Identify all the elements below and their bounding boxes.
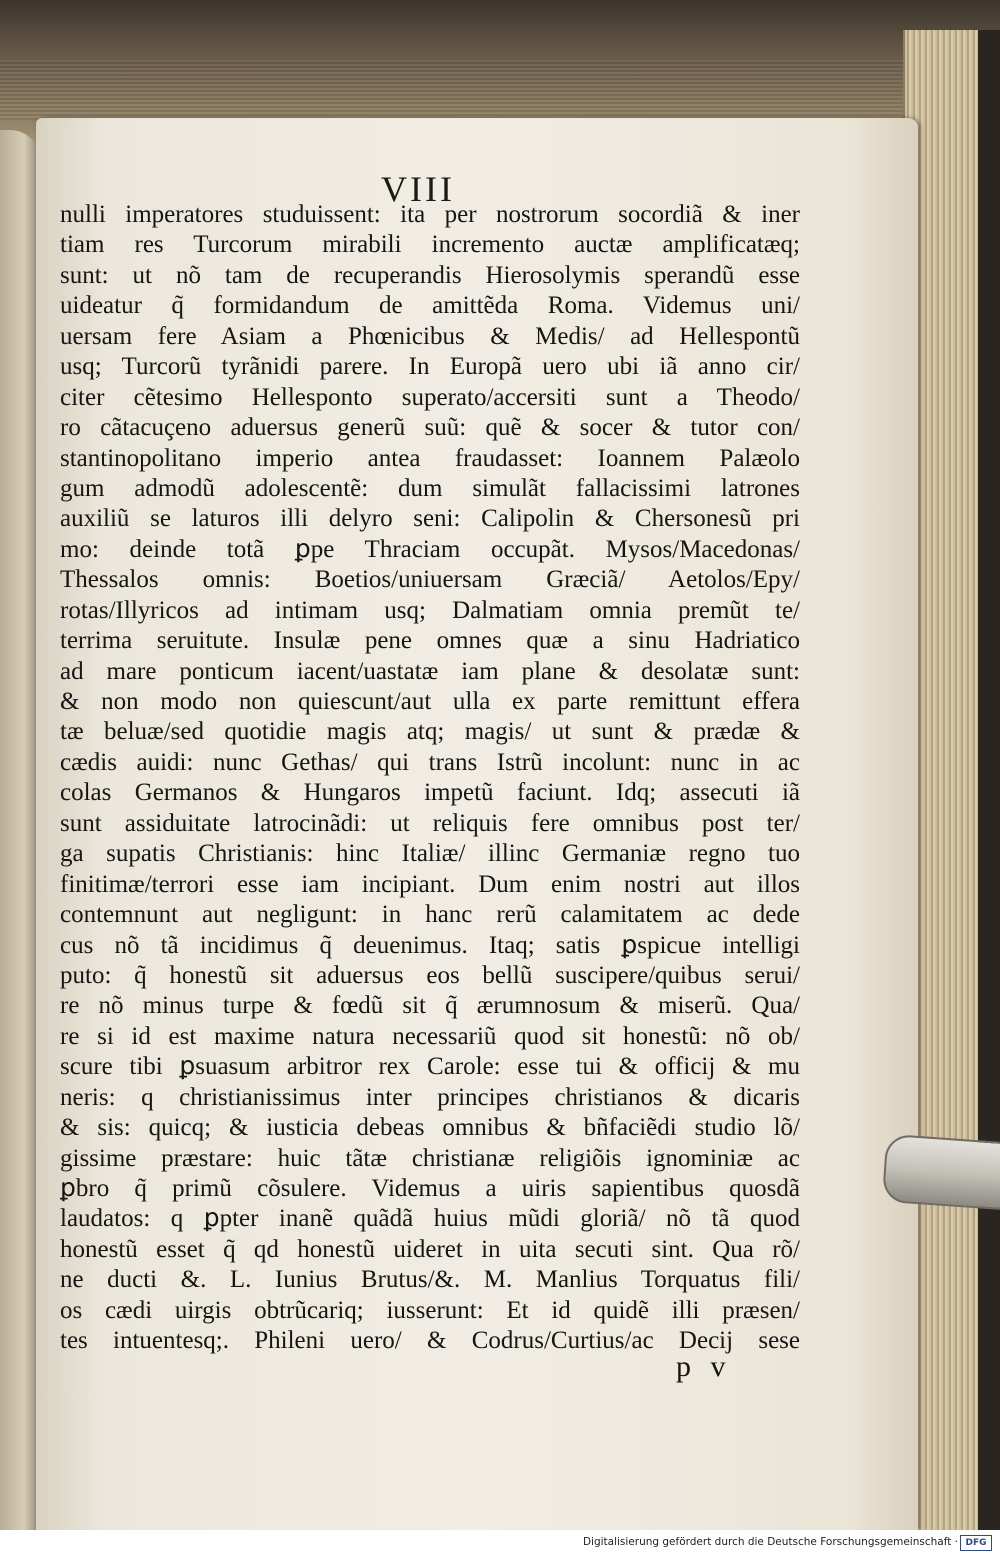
funding-credit: Digitalisierung gefördert durch die Deutsche Forschungsgemeinschaft ·	[582, 1536, 958, 1548]
text-line: contemnunt aut negligunt: in hanc rerũ calamitatem ac dede	[60, 901, 800, 929]
text-line: puto: q̃ honestũ sit aduersus eos bellũ suscipere/quibus serui/	[60, 961, 800, 989]
text-line: usq; Turcorũ tyrãnidi parere. In Europã uero ubi iã anno cir/	[60, 353, 800, 381]
text-line: ne ducti &. L. Iunius Brutus/&. M. Manlius Torquatus fili/	[60, 1266, 800, 1294]
text-line: scure tibi ꝑsuasum arbitror rex Carole: esse tui & officij & mu	[60, 1053, 800, 1081]
text-line: neris: q christianissimus inter principes christianos & dicaris	[60, 1083, 800, 1111]
text-line: uideatur q̃ formidandum de amittẽda Roma. Videmus uni/	[60, 292, 800, 320]
dfg-logo: DFG	[960, 1535, 992, 1551]
text-line: stantinopolitano imperio antea fraudasset: Ioannem Palæolo	[60, 444, 800, 472]
text-line: & sis: quicq; & iusticia debeas omnibus & bñfaciẽdi studio lõ/	[60, 1114, 800, 1142]
text-line: cædis auidi: nunc Gethas/ qui trans Istrũ incolunt: nunc in ac	[60, 748, 800, 776]
text-line: re si id est maxime natura necessariũ quod sit honestũ: nõ ob/	[60, 1022, 800, 1050]
text-line: sunt: ut nõ tam de recuperandis Hierosolymis sperandũ esse	[60, 261, 800, 289]
text-line: colas Germanos & Hungaros impetũ faciunt. Idq; assecuti iã	[60, 779, 800, 807]
text-line: cus nõ tã incidimus q̃ deuenimus. Itaq; satis ꝑspicue intelligi	[60, 931, 800, 959]
text-line: os cædi uirgis obtrũcariq; iusserunt: Et id quidẽ illi præsen/	[60, 1296, 800, 1324]
text-line: gissime præstare: huic tãtæ christianæ religiõis ignominiæ ac	[60, 1144, 800, 1172]
text-line: finitimæ/terrori esse iam incipiant. Dum enim nostri aut illos	[60, 870, 800, 898]
text-line: tiam res Turcorum mirabili incremento auctæ amplificatæq;	[60, 231, 800, 259]
page-clamp	[882, 1134, 1000, 1210]
text-line: terrima seruitute. Insulæ pene omnes quæ a sinu Hadriatico	[60, 627, 800, 655]
text-line: laudatos: q ꝑpter inanẽ quãdã huius mũdi gloriã/ nõ tã quod	[60, 1205, 800, 1233]
text-line: uersam fere Asiam a Phœnicibus & Medis/ ad Hellespontũ	[60, 322, 800, 350]
footer-bar	[0, 1530, 1000, 1555]
text-line: auxiliũ se laturos illi delyro seni: Calipolin & Chersonesũ pri	[60, 505, 800, 533]
text-line: citer cẽtesimo Hellesponto superato/accersiti sunt a Theodo/	[60, 383, 800, 411]
facing-page-fragment	[0, 130, 40, 1530]
text-line: gum admodũ adolescentẽ: dum simulãt fallacissimi latrones	[60, 474, 800, 502]
text-line: ga supatis Christianis: hinc Italiæ/ illinc Germaniæ regno tuo	[60, 840, 800, 868]
text-line: rotas/Illyricos ad intimam usq; Dalmatiam omnia premũt te/	[60, 596, 800, 624]
text-line: tæ beluæ/sed quotidie magis atq; magis/ ut sunt & prædæ &	[60, 718, 800, 746]
book-page	[36, 118, 918, 1530]
text-line: nulli imperatores studuissent: ita per nostrorum socordiã & iner	[60, 201, 800, 228]
printer-signature: p v	[676, 1350, 732, 1383]
text-line: Thessalos omnis: Boetios/uniuersam Græciã/ Aetolos/Epy/	[60, 566, 800, 594]
text-line: sunt assiduitate latrocinãdi: ut reliquis fere omnibus post ter/	[60, 809, 800, 837]
text-line: mo: deinde totã ꝑpe Thraciam occupãt. Mysos/Macedonas/	[60, 535, 800, 563]
text-line: ad mare ponticum iacent/uastatæ iam plane & desolatæ sunt:	[60, 657, 800, 685]
text-line: ꝑbro q̃ primũ cõsulere. Videmus a uiris sapientibus quosdã	[60, 1175, 800, 1202]
text-line: tes intuentesq;. Phileni uero/ & Codrus/Curtius/ac Decij sese	[60, 1327, 800, 1355]
text-line: ro cãtacuçeno aduersus generũ suũ: quẽ & socer & tutor con/	[60, 414, 800, 442]
text-line: honestũ esset q̃ qd honestũ uideret in uita secuti sint. Qua rõ/	[60, 1235, 800, 1263]
folio-number: VIII	[381, 169, 455, 209]
text-line: re nõ minus turpe & fœdũ sit q̃ ærumnosum & miserũ. Qua/	[60, 992, 800, 1020]
page-text	[60, 200, 800, 1357]
text-line: & non modo non quiescunt/aut ulla ex parte remittunt effera	[60, 688, 800, 715]
